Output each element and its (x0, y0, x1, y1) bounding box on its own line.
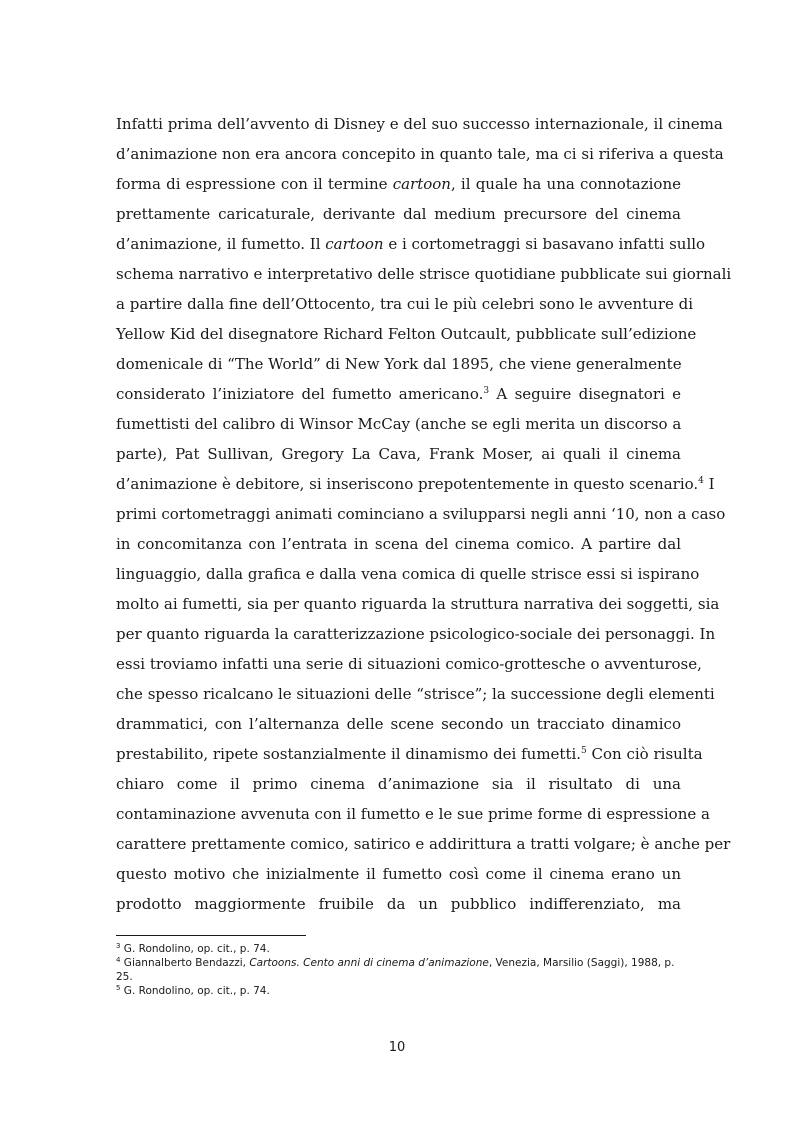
text-line: parte), Pat Sullivan, Gregory La Cava, Frank Moser, ai quali il cinema (116, 445, 681, 463)
footnote-text: Giannalberto Bendazzi, (120, 957, 250, 969)
text-line: in concomitanza con l’entrata in scena del cinema comico. A partire dal (116, 535, 681, 553)
text-line: molto ai fumetti, sia per quanto riguarda la struttura narrativa dei soggetti, sia (116, 595, 720, 613)
footnote-5 (116, 984, 681, 998)
text-line: per quanto riguarda la caratterizzazione psicologico-sociale dei personaggi. In (116, 625, 716, 643)
footnote-text: G. Rondolino, op. cit., p. 74. (120, 985, 270, 997)
text-line: d’animazione non era ancora concepito in quanto tale, ma ci si riferiva a questa (116, 145, 724, 163)
text-run: , il quale ha una connotazione (450, 175, 681, 193)
text-line: fumettisti del calibro di Winsor McCay (anche se egli merita un discorso a (116, 415, 682, 433)
text-run: I (703, 475, 715, 493)
text-line: prodotto maggiormente fruibile da un pubblico indifferenziato, ma (116, 895, 681, 913)
text-line: domenicale di “The World” di New York dal 1895, che viene generalmente (116, 355, 682, 373)
text-line: Yellow Kid del disegnatore Richard Felton Outcault, pubblicate sull’edizione (116, 325, 697, 343)
text-line: chiaro come il primo cinema d’animazione sia il risultato di una (116, 775, 681, 793)
text-line (116, 229, 706, 259)
footnote-number: 3 (116, 942, 121, 950)
footnote-number: 4 (116, 956, 121, 964)
italic-term: cartoon (325, 235, 384, 253)
text-run: prestabilito, ripete sostanzialmente il dinamismo dei fumetti. (116, 745, 582, 763)
body-paragraph (116, 109, 732, 919)
footnote-ref: 5 (581, 746, 587, 756)
text-run: Con ciò risulta (586, 745, 703, 763)
footnote-4 (116, 956, 681, 984)
text-run: d’animazione è debitore, si inseriscono prepotentemente in questo scenario. (116, 475, 699, 493)
text-line: linguaggio, dalla grafica e dalla vena comica di quelle strisce essi si ispirano (116, 565, 700, 583)
footnotes (116, 942, 681, 998)
footnote-ref: 3 (483, 386, 490, 396)
text-run: e i cortometraggi si basavano infatti sullo (383, 235, 706, 253)
text-run: considerato l’iniziatore del fumetto americano. (116, 385, 484, 403)
footnote-number: 5 (116, 984, 121, 992)
text-line (116, 739, 703, 769)
text-line (116, 169, 681, 199)
text-line: Infatti prima dell’avvento di Disney e del suo successo internazionale, il cinema (116, 115, 723, 133)
footnote-book-title: Cartoons. Cento anni di cinema d’animazione (249, 957, 489, 969)
text-line (116, 469, 715, 499)
text-line: schema narrativo e interpretativo delle strisce quotidiane pubblicate sui giornali (116, 265, 732, 283)
footnote-text: G. Rondolino, op. cit., p. 74. (120, 943, 270, 955)
text-line: che spesso ricalcano le situazioni delle “strisce”; la successione degli elementi (116, 685, 715, 703)
footnote-text: , Venezia, Marsilio (Saggi), 1988, p. 25. (116, 957, 675, 983)
text-run: A seguire disegnatori e (489, 385, 682, 403)
text-line: primi cortometraggi animati cominciano a svilupparsi negli anni ‘10, non a caso (116, 505, 726, 523)
text-line: questo motivo che inizialmente il fumetto così come il cinema erano un (116, 865, 681, 883)
text-line (116, 379, 681, 409)
text-run: d’animazione, il fumetto. Il (116, 235, 326, 253)
text-line: prettamente caricaturale, derivante dal medium precursore del cinema (116, 205, 681, 223)
text-line: carattere prettamente comico, satirico e addirittura a tratti volgare; è anche per (116, 835, 731, 853)
page-number: 10 (388, 1040, 406, 1055)
text-line: essi troviamo infatti una serie di situazioni comico-grottesche o avventurose, (116, 655, 702, 673)
text-line: contaminazione avvenuta con il fumetto e le sue prime forme di espressione a (116, 805, 710, 823)
text-run: forma di espressione con il termine (116, 175, 393, 193)
italic-term: cartoon (392, 175, 451, 193)
text-line: drammatici, con l’alternanza delle scene secondo un tracciato dinamico (116, 715, 681, 733)
footnote-3 (116, 942, 681, 956)
footnote-ref: 4 (698, 476, 704, 486)
footnote-separator (116, 935, 306, 936)
text-line: a partire dalla fine dell’Ottocento, tra cui le più celebri sono le avventure di (116, 295, 694, 313)
